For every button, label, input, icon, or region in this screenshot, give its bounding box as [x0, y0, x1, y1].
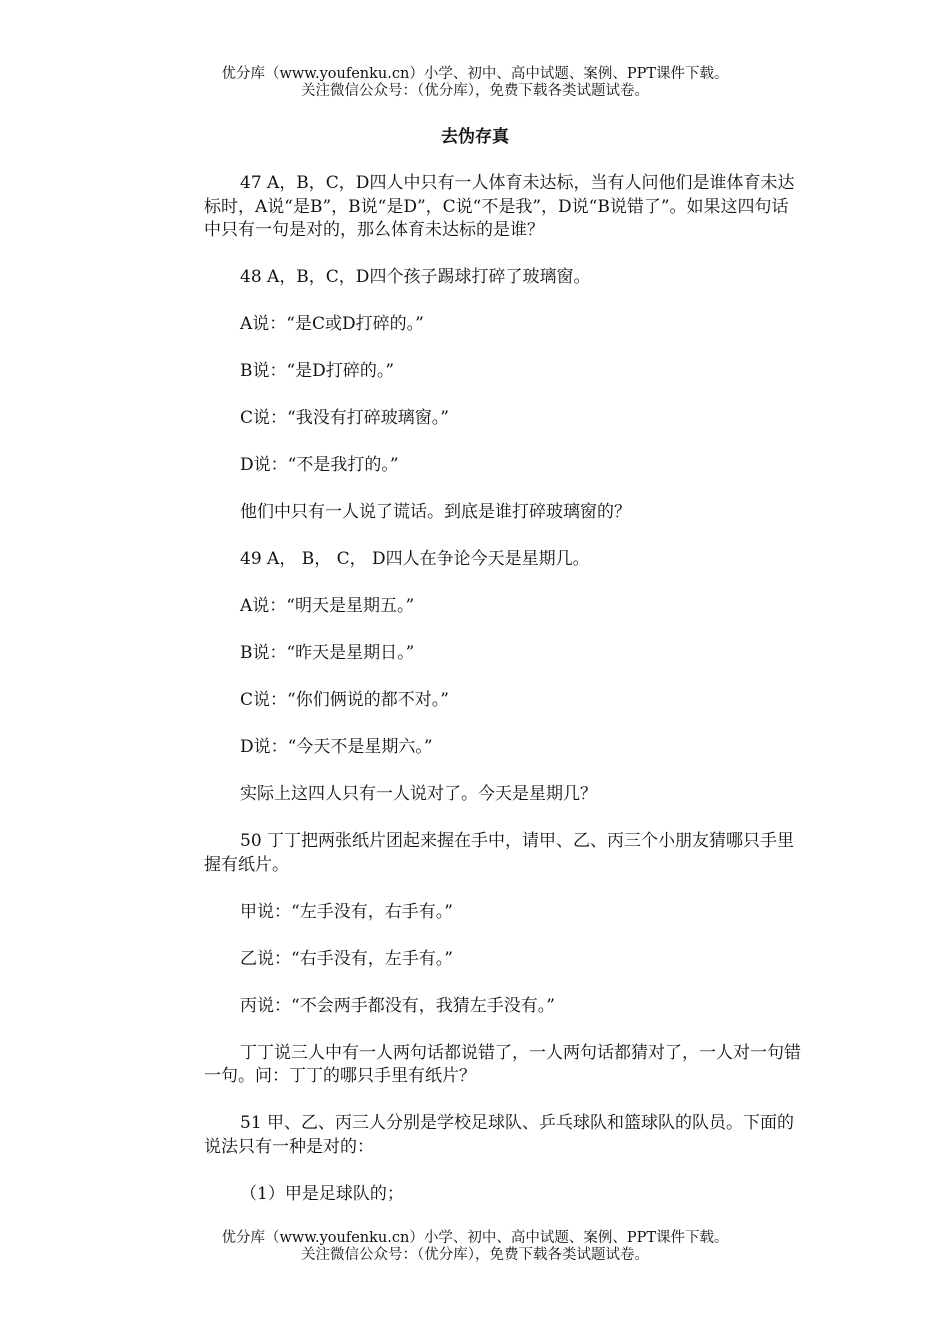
header-line-1: 优分库（www.youfenku.cn）小学、初中、高中试题、案例、PPT课件下载。 — [221, 66, 729, 82]
document-body — [204, 172, 804, 1230]
paragraph-q49-c: C说：“你们俩说的都不对。” — [240, 690, 449, 710]
paragraph-q50-jia: 甲说：“左手没有，右手有。” — [240, 901, 453, 922]
paragraph-q48-d: D说：“不是我打的。” — [240, 455, 399, 475]
paragraph-q48: 48 A，B，C，D四个孩子踢球打碎了玻璃窗。 — [240, 267, 591, 287]
paragraph-q48-a: A说：“是C或D打碎的。” — [240, 314, 424, 334]
paragraph-q48-c: C说：“我没有打碎玻璃窗。” — [240, 408, 449, 428]
paragraph-q49-question: 实际上这四人只有一人说对了。今天是星期几？ — [240, 784, 597, 804]
paragraph-q48-b: B说：“是D打碎的。” — [240, 361, 395, 381]
paragraph-q50: 50 丁丁把两张纸片团起来握在手中，请甲、乙、丙三个小朋友猜哪只手里握有纸片。 — [204, 831, 795, 875]
paragraph-q51-item-1: （1）甲是足球队的； — [240, 1183, 404, 1204]
paragraph-q50-yi: 乙说：“右手没有，左手有。” — [240, 948, 453, 969]
header-line-2: 关注微信公众号：（优分库），免费下载各类试题试卷。 — [301, 83, 649, 99]
paragraph-q50-question: 丁丁说三人中有一人两句话都说错了，一人两句话都猜对了，一人对一句错一句。问：丁丁的哪只手里有纸片？ — [204, 1042, 801, 1086]
paragraph-q49-b: B说：“昨天是星期日。” — [240, 643, 415, 663]
page-header — [0, 66, 950, 100]
paragraph-q49-a: A说：“明天是星期五。” — [240, 596, 415, 616]
footer-line-2: 关注微信公众号：（优分库），免费下载各类试题试卷。 — [301, 1247, 649, 1263]
paragraph-q48-question: 他们中只有一人说了谎话。到底是谁打碎玻璃窗的？ — [240, 502, 631, 522]
paragraph-q49: 49 A， B， C， D四人在争论今天是星期几。 — [240, 549, 590, 569]
footer-line-1: 优分库（www.youfenku.cn）小学、初中、高中试题、案例、PPT课件下载。 — [221, 1230, 729, 1246]
paragraph-q47: 47 A，B，C，D四人中只有一人体育未达标，当有人问他们是谁体育未达标时，A说“是B”，B说“是D”，C说“不是我”，D说“B说错了”。如果这四句话中只有一句是对的，那么体育未达标的是谁？ — [204, 173, 795, 240]
paragraph-q49-d: D说：“今天不是星期六。” — [240, 737, 433, 757]
document-title: 去伪存真 — [441, 127, 509, 147]
paragraph-q51: 51 甲、乙、丙三人分别是学校足球队、乒乓球队和篮球队的队员。下面的说法只有一种是对的： — [204, 1113, 795, 1157]
page-footer — [0, 1230, 950, 1264]
paragraph-q50-bing: 丙说：“不会两手都没有，我猜左手没有。” — [240, 995, 555, 1016]
